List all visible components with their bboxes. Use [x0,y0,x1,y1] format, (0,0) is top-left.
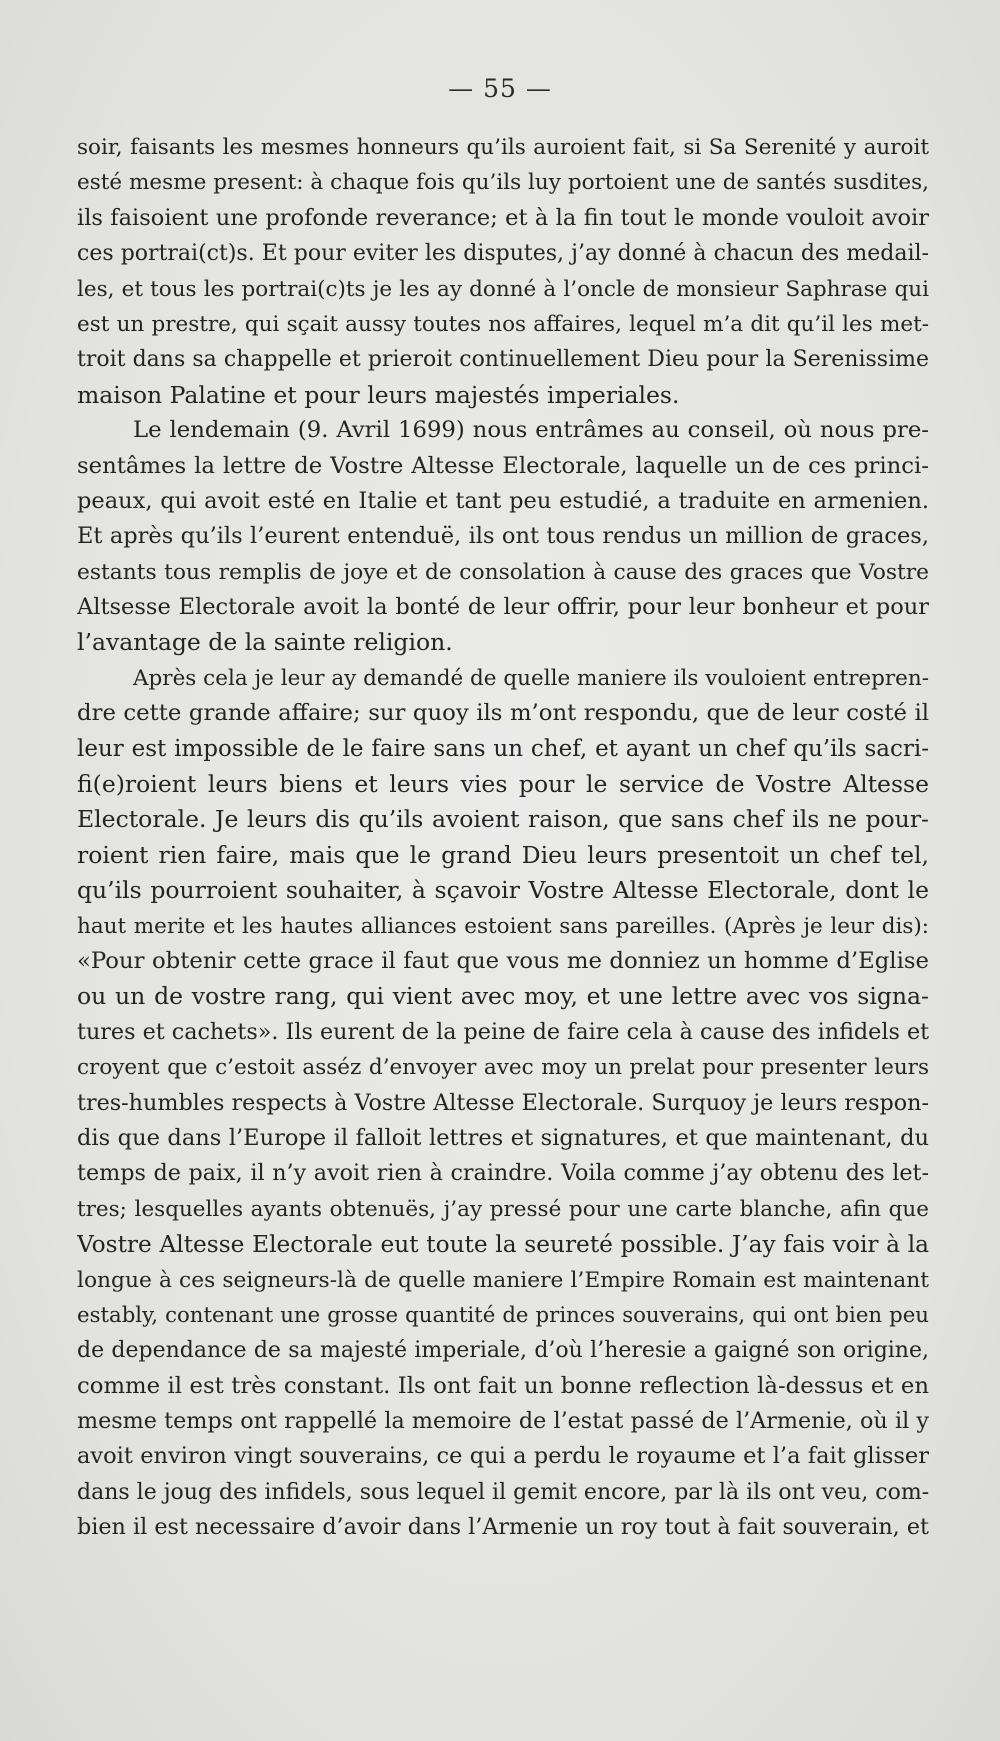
paragraph-end-line: maison Palatine et pour leurs majestés imperiales. [77,380,680,409]
text-line: ils faisoient une profonde reverance; et à la fin tout le monde vouloit avoir [77,204,929,231]
text-line: estants tous remplis de joye et de consolation à cause des graces que Vostre [77,559,929,585]
text-line: «Pour obtenir cette grace il faut que vous me donniez un homme d’Eglise [77,947,929,974]
body-text [77,130,929,1546]
text-line: tres; lesquelles ayants obtenuës, j’ay pressé pour une carte blanche, afin que [77,1196,929,1222]
text-line: tres-humbles respects à Vostre Altesse Electorale. Surquoy je leurs respon- [77,1089,929,1116]
text-line: Et après qu’ils l’eurent entenduë, ils ont tous rendus un million de graces, [77,523,929,550]
text-line: les, et tous les portrai(c)ts je les ay donné à l’oncle de monsieur Saphrase qui [77,276,929,302]
text-line: ou un de vostre rang, qui vient avec moy, et une lettre avec vos signa- [77,982,929,1011]
text-line: dis que dans l’Europe il falloit lettres et signatures, et que maintenant, du [77,1124,929,1151]
text-line: Altsesse Electorale avoit la bonté de leur offrir, pour leur bonheur et pour [77,594,929,621]
text-line: croyent que c’estoit asséz d’envoyer avec moy un prelat pour presenter leurs [77,1055,929,1081]
text-line: avoit environ vingt souverains, ce qui a perdu le royaume et l’a fait glisser [77,1443,929,1470]
text-line: sentâmes la lettre de Vostre Altesse Electorale, laquelle un de ces princi- [77,452,929,479]
text-line: Vostre Altesse Electorale eut toute la seureté possible. J’ay fais voir à la [77,1231,929,1259]
text-line: bien il est necessaire d’avoir dans l’Armenie un roy tout à fait souverain, et [77,1514,929,1541]
text-line: roient rien faire, mais que le grand Dieu leurs presentoit un chef tel, [77,840,929,869]
page-number: — 55 — [448,74,552,103]
text-line: comme il est très constant. Ils ont fait un bonne reflection là-dessus et en [77,1372,929,1399]
paragraph-end-line: l’avantage de la sainte religion. [77,628,453,657]
text-line: mesme temps ont rappellé la memoire de l’estat passé de l’Armenie, où il y [77,1408,929,1435]
text-line: estably, contenant une grosse quantité de princes souverains, qui ont bien peu [77,1302,929,1328]
text-line: est un prestre, qui sçait aussy toutes nos affaires, lequel m’a dit qu’il les met- [77,311,929,337]
text-line: peaux, qui avoit esté en Italie et tant peu estudié, a traduite en armenien. [77,487,929,514]
paragraph-start-line: Le lendemain (9. Avril 1699) nous entrâmes au conseil, où nous pre- [133,417,929,444]
text-line: tures et cachets». Ils eurent de la peine de faire cela à cause des infidels et [77,1018,929,1045]
text-line: qu’ils pourroient souhaiter, à sçavoir Vostre Altesse Electorale, dont le [77,876,929,905]
text-line: troit dans sa chappelle et prieroit continuellement Dieu pour la Serenissime [77,347,929,373]
text-line: temps de paix, il n’y avoit rien à craindre. Voila comme j’ay obtenu des let- [77,1160,929,1187]
text-line: dre cette grande affaire; sur quoy ils m’ont respondu, que de leur costé il [77,700,929,727]
text-line: longue à ces seigneurs-là de quelle maniere l’Empire Romain est maintenant [77,1267,929,1293]
text-line: haut merite et les hautes alliances estoient sans pareilles. (Après je leur dis): [77,913,929,939]
text-line: soir, faisants les mesmes honneurs qu’ils auroient fait, si Sa Serenité y auroit [77,135,929,160]
text-line: ces portrai(ct)s. Et pour eviter les disputes, j’ay donné à chacun des medail- [77,241,929,267]
text-line: fi(e)roient leurs biens et leurs vies pour le service de Vostre Altesse [77,770,929,799]
text-line: dans le joug des infidels, sous lequel il gemit encore, par là ils ont veu, com- [77,1479,929,1505]
text-line: Electorale. Je leurs dis qu’ils avoient raison, que sans chef ils ne pour- [77,805,929,834]
paragraph-start-line: Après cela je leur ay demandé de quelle maniere ils vouloient entrepren- [133,665,929,691]
text-line: esté mesme present: à chaque fois qu’ils luy portoient une de santés susdites, [77,170,929,196]
text-line: de dependance de sa majesté imperiale, d’où l’heresie a gaigné son origine, [77,1338,929,1364]
text-line: leur est impossible de le faire sans un chef, et ayant un chef qu’ils sacri- [77,735,929,762]
